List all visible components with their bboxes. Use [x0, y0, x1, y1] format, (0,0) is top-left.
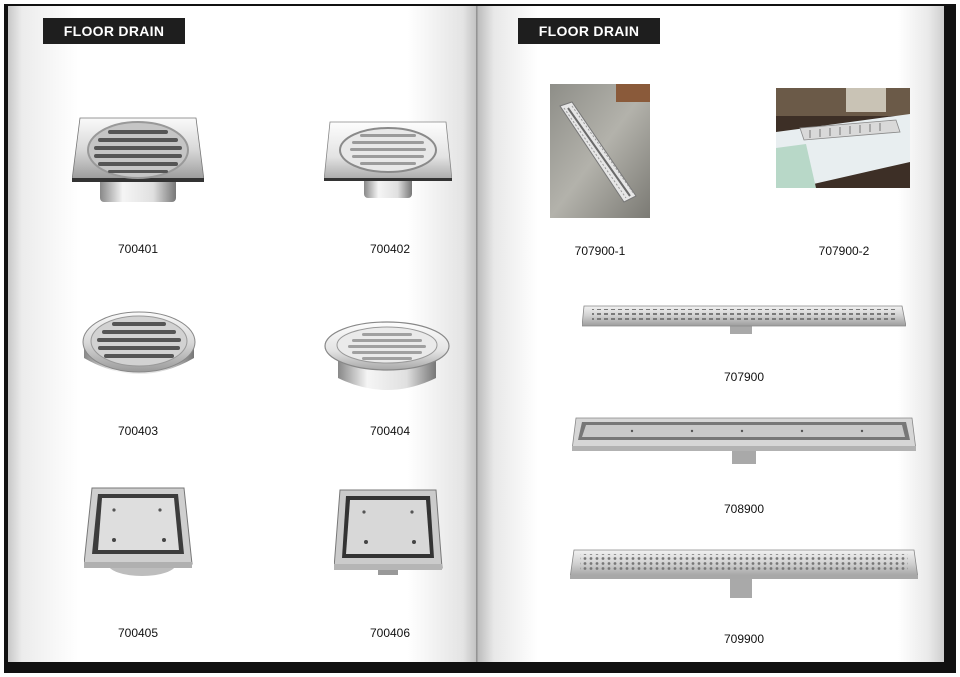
product-image-707900-2 — [776, 88, 910, 188]
square-grate-drain-slotted-icon — [324, 120, 452, 202]
product-image-700405 — [84, 482, 194, 582]
product-image-709900 — [570, 546, 918, 600]
linear-drain-photo-icon — [550, 84, 650, 218]
product-code-700401: 700401 — [117, 242, 159, 256]
product-code-700406: 700406 — [369, 626, 411, 640]
product-image-700403 — [80, 308, 198, 388]
product-code-709900: 709900 — [723, 632, 765, 646]
linear-drain-tile-insert-icon — [572, 416, 916, 466]
product-code-700404: 700404 — [369, 424, 411, 438]
tile-insert-drain-icon — [84, 482, 194, 582]
left-page-header: FLOOR DRAIN — [43, 18, 185, 44]
product-code-700403: 700403 — [117, 424, 159, 438]
product-image-708900 — [572, 416, 916, 466]
product-code-707900-2: 707900-2 — [818, 244, 870, 258]
product-image-707900-1 — [550, 84, 650, 218]
tile-insert-drain-icon — [334, 484, 444, 576]
round-grate-drain-slotted-icon — [324, 318, 450, 394]
product-image-700402 — [324, 120, 452, 202]
product-image-700404 — [324, 318, 450, 394]
product-code-708900: 708900 — [723, 502, 765, 516]
left-page — [8, 6, 480, 662]
square-grate-drain-icon — [72, 114, 204, 206]
linear-drain-perforated-icon — [582, 302, 906, 336]
round-grate-drain-icon — [80, 308, 198, 388]
right-page — [478, 6, 944, 662]
product-code-700402: 700402 — [369, 242, 411, 256]
product-code-700405: 700405 — [117, 626, 159, 640]
product-code-707900-1: 707900-1 — [574, 244, 626, 258]
linear-drain-perforated-dense-icon — [570, 546, 918, 600]
product-image-700406 — [334, 484, 444, 576]
product-code-707900: 707900 — [723, 370, 765, 384]
product-image-707900 — [582, 302, 906, 336]
product-image-700401 — [72, 114, 204, 206]
right-page-header: FLOOR DRAIN — [518, 18, 660, 44]
linear-drain-installed-photo-icon — [776, 88, 910, 188]
